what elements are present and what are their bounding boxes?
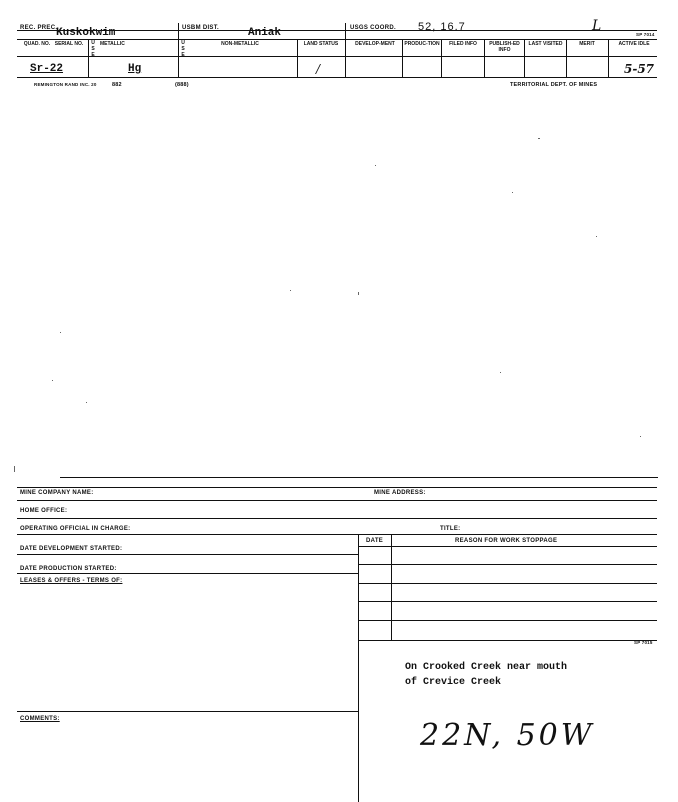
printer-name: REMINGTON RAND INC. 20 — [34, 82, 97, 87]
date-col-label: DATE — [366, 538, 384, 544]
date-prod-started-label: DATE PRODUCTION STARTED: — [20, 566, 117, 572]
handwritten-coords: 22N, 50W — [420, 718, 595, 753]
leases-label: LEASES & OFFERS - TERMS OF: — [20, 578, 123, 584]
col-published-info: PUBLISH-ED INFO — [489, 41, 520, 53]
col-land-status: LAND STATUS — [303, 41, 339, 47]
col-last-visited: LAST VISITED — [528, 41, 563, 47]
comments-label: COMMENTS: — [20, 716, 60, 722]
agency-name: TERRITORIAL DEPT. OF MINES — [510, 82, 598, 88]
col-merit: MERIT — [579, 41, 595, 47]
row-quad-serial: Sr-22 — [30, 63, 64, 75]
col-production: PRODUC-TION — [404, 41, 440, 47]
home-office-label: HOME OFFICE: — [20, 508, 68, 514]
corner-mark: L — [592, 18, 602, 34]
operating-official-label: OPERATING OFFICIAL IN CHARGE: — [20, 526, 131, 532]
title-label: TITLE: — [440, 526, 461, 532]
row-active-idle: 5-57 — [624, 62, 655, 76]
reason-col-label: REASON FOR WORK STOPPAGE — [455, 538, 558, 544]
col-serial-no: SERIAL NO. — [54, 41, 84, 47]
mine-address-label: MINE ADDRESS: — [374, 490, 426, 496]
col-use-metallic: U S E — [91, 40, 95, 58]
rec-prec-value: Kuskokwim — [56, 27, 116, 39]
note-line-2: of Crevice Creek — [405, 677, 502, 688]
note-line-1: On Crooked Creek near mouth — [405, 662, 568, 673]
mine-company-name-label: MINE COMPANY NAME: — [20, 490, 94, 496]
printer-code-2: (888) — [175, 82, 189, 88]
form-number-lower: SP 7015 — [634, 640, 653, 645]
usbm-dist-label: USBM DIST. — [182, 25, 220, 31]
col-quad-no: QUAD. NO. — [23, 41, 51, 47]
usgs-coord-label: USGS COORD. — [350, 25, 396, 31]
form-number-top: SP 7014 — [636, 32, 655, 37]
col-filed-info: FILED INFO — [449, 41, 477, 47]
col-metallic: METALLIC — [100, 41, 125, 47]
col-use-nonmetallic: U S E — [181, 40, 185, 58]
col-development: DEVELOP-MENT — [355, 41, 395, 47]
col-active-idle: ACTIVE IDLE — [618, 41, 650, 47]
rec-prec-label: REC. PREC. — [20, 25, 58, 31]
row-land-status: / — [316, 62, 321, 76]
usbm-dist-value: Aniak — [248, 27, 282, 39]
col-non-metallic: NON-METALLIC — [221, 41, 259, 47]
printer-code: 882 — [112, 82, 122, 88]
usgs-coord-value: 52, 16.7 — [418, 21, 466, 33]
row-metallic: Hg — [128, 63, 142, 75]
date-dev-started-label: DATE DEVELOPMENT STARTED: — [20, 546, 123, 552]
